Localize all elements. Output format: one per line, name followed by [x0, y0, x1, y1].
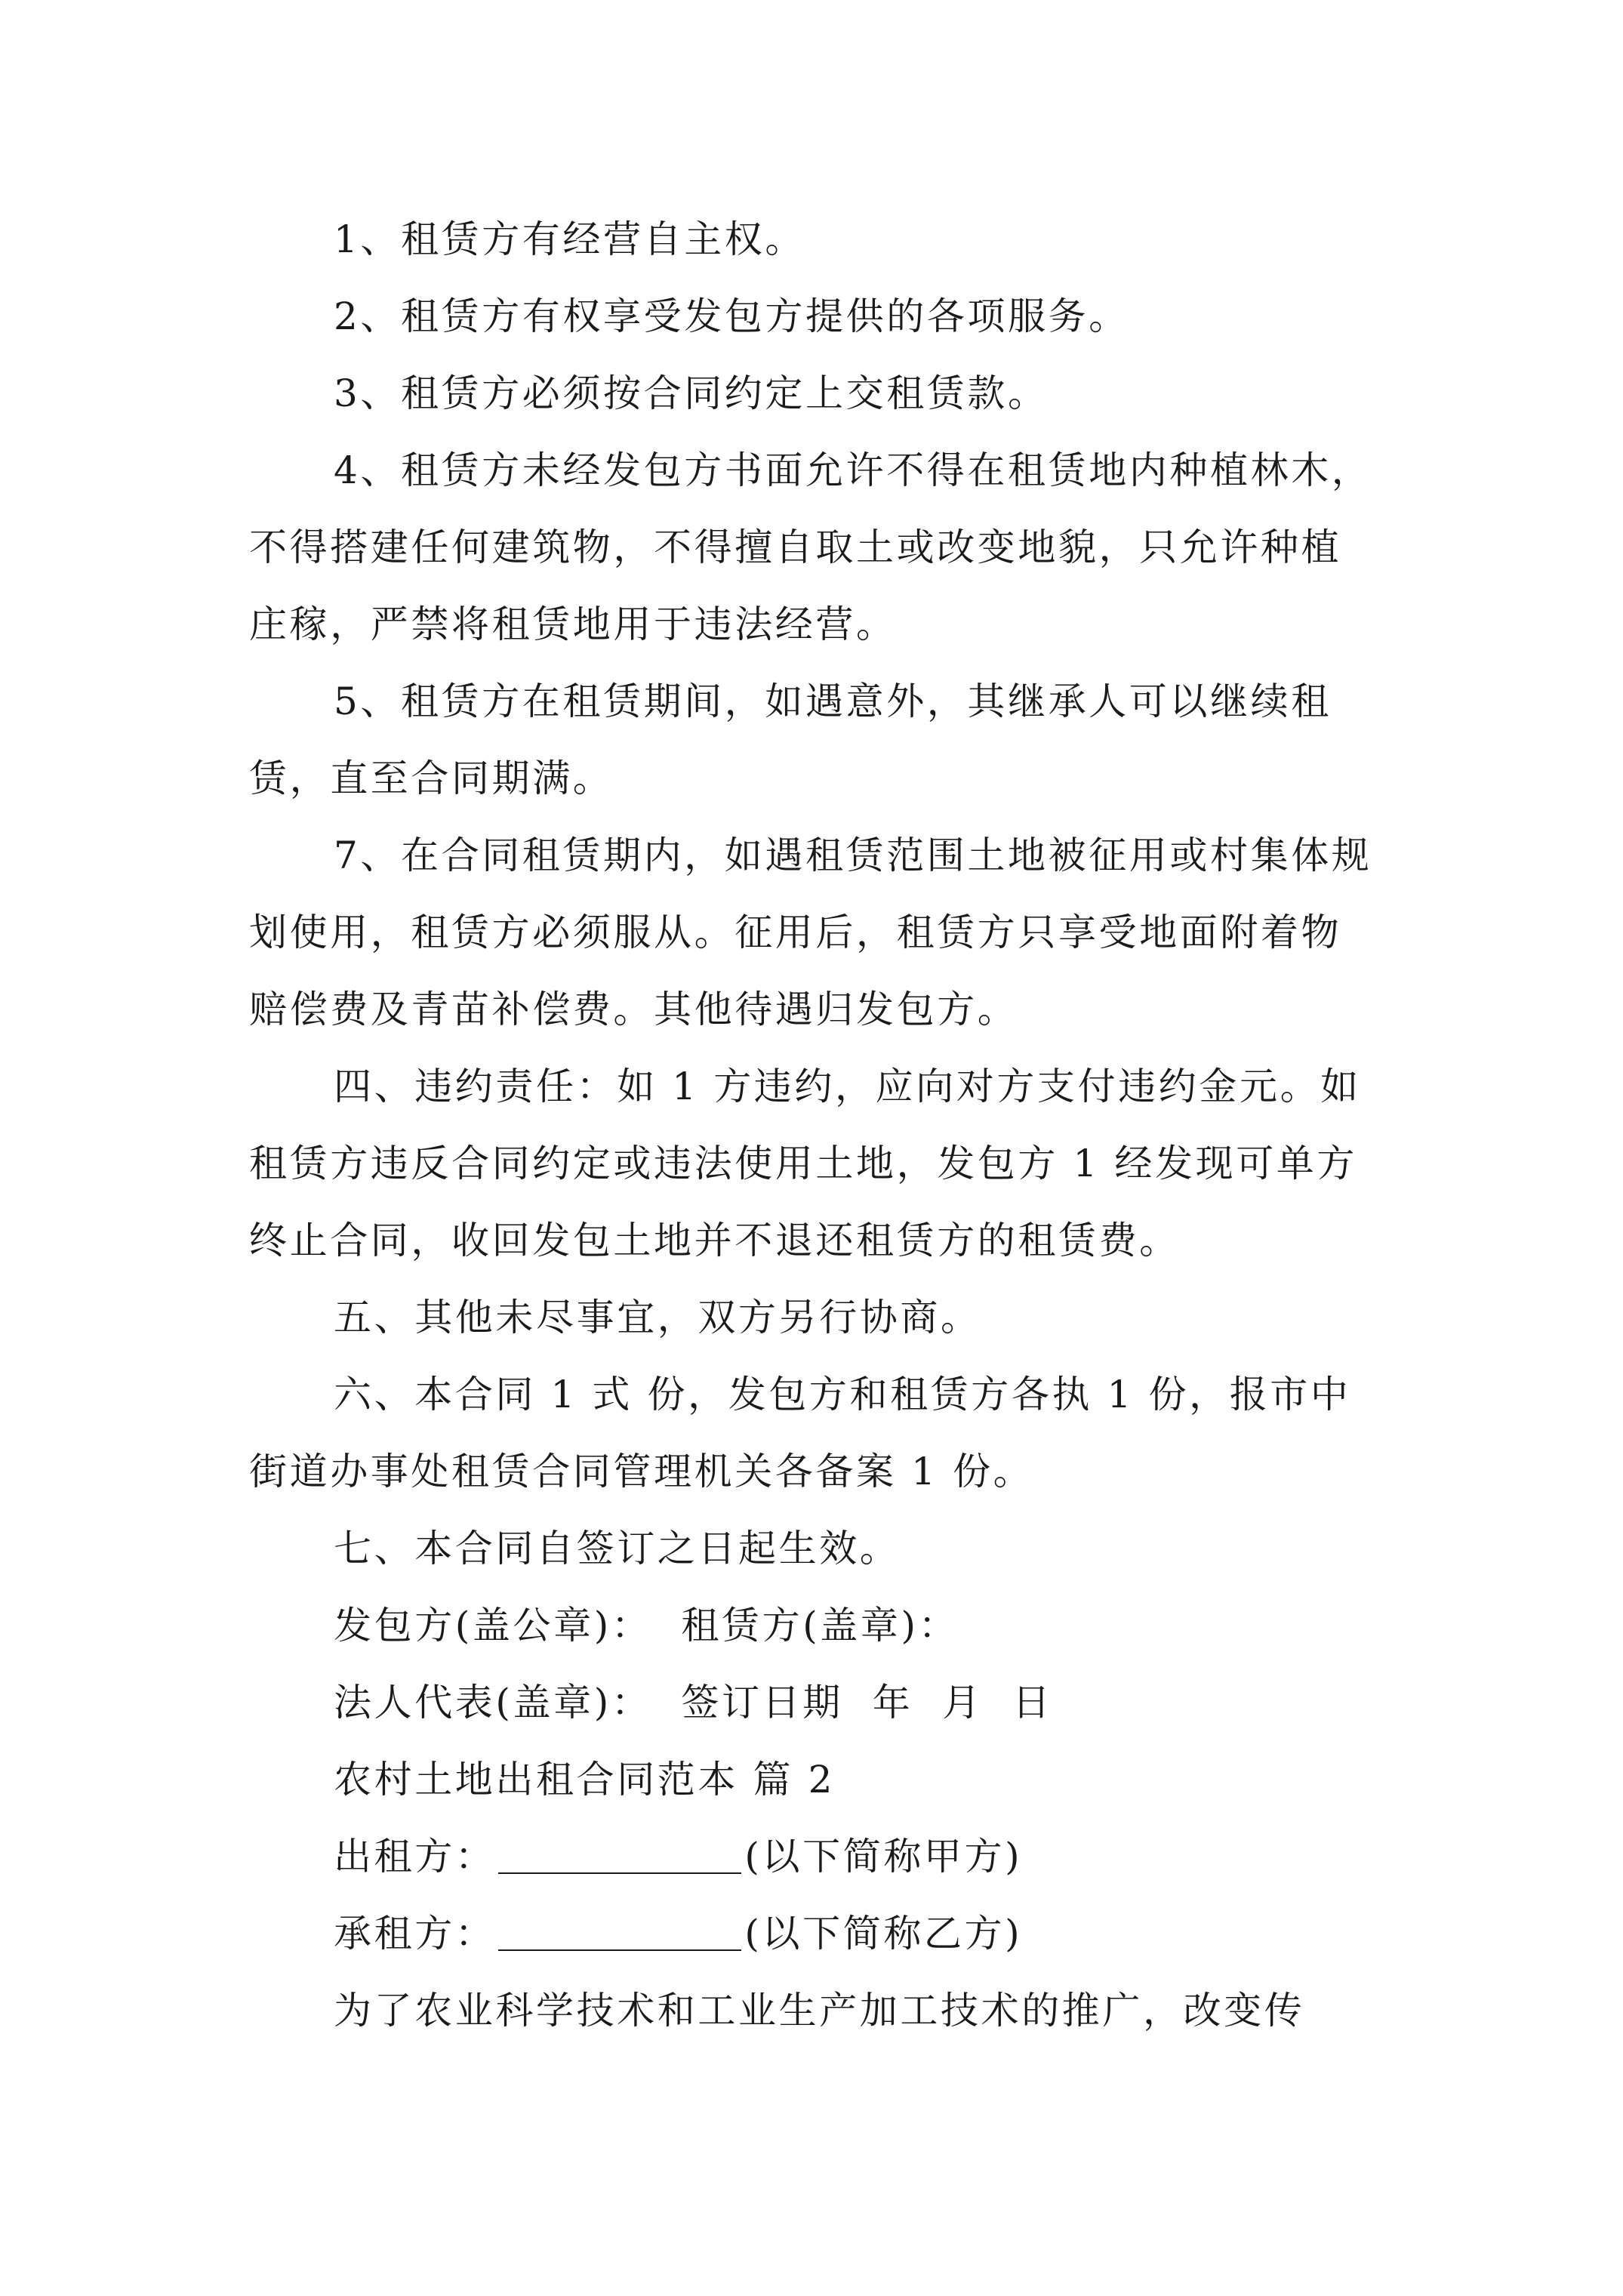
- lessee-blank-field: [498, 1912, 741, 1951]
- paragraph-1: 1、租赁方有经营自主权。: [334, 217, 806, 261]
- lessee-label: 承租方：: [334, 1912, 496, 1955]
- lessor-line: [334, 1818, 1022, 1895]
- signature-line-parties: 发包方(盖公章)： 租赁方(盖章)：: [334, 1604, 959, 1647]
- paragraph-5: 5、租赁方在租赁期间，如遇意外，其继承人可以继续租赁，直至合同期满。: [249, 680, 1332, 800]
- paragraph-breach-liability: 四、违约责任：如 1 方违约，应向对方支付违约金元。如租赁方违反合同约定或违法使用土地，发包方 1 经发现可单方终止合同，收回发包土地并不退还租赁方的租赁费。: [249, 1065, 1361, 1262]
- lessor-suffix: (以下简称甲方): [744, 1835, 1023, 1878]
- lessor-blank-field: [498, 1835, 741, 1874]
- closing-paragraph: 为了农业科学技术和工业生产加工技术的推广，改变传: [334, 1989, 1305, 2032]
- lessee-line: [334, 1895, 1022, 1972]
- paragraph-7: 7、在合同租赁期内，如遇租赁范围土地被征用或村集体规划使用，租赁方必须服从。征用后，租赁方只享受地面附着物赔偿费及青苗补偿费。其他待遇归发包方。: [249, 834, 1372, 1031]
- paragraph-4: 4、租赁方未经发包方书面允许不得在租赁地内种植林木，不得搭建任何建筑物，不得擅自取土或改变地貌，只允许种植庄稼，严禁将租赁地用于违法经营。: [249, 448, 1372, 646]
- signature-line-date: 法人代表(盖章)： 签订日期 年 月 日: [334, 1681, 1053, 1724]
- lessor-label: 出租方：: [334, 1835, 496, 1878]
- paragraph-effective: 七、本合同自签订之日起生效。: [334, 1527, 901, 1570]
- section-title: 农村土地出租合同范本 篇 2: [334, 1758, 835, 1801]
- lessee-suffix: (以下简称乙方): [744, 1912, 1023, 1955]
- paragraph-2: 2、租赁方有权享受发包方提供的各项服务。: [334, 294, 1129, 338]
- paragraph-copies: 六、本合同 1 式 份，发包方和租赁方各执 1 份，报市中街道办事处租赁合同管理机关各备案 1 份。: [249, 1373, 1351, 1493]
- paragraph-3: 3、租赁方必须按合同约定上交租赁款。: [334, 371, 1049, 415]
- paragraph-other-matters: 五、其他未尽事宜，双方另行协商。: [334, 1296, 981, 1339]
